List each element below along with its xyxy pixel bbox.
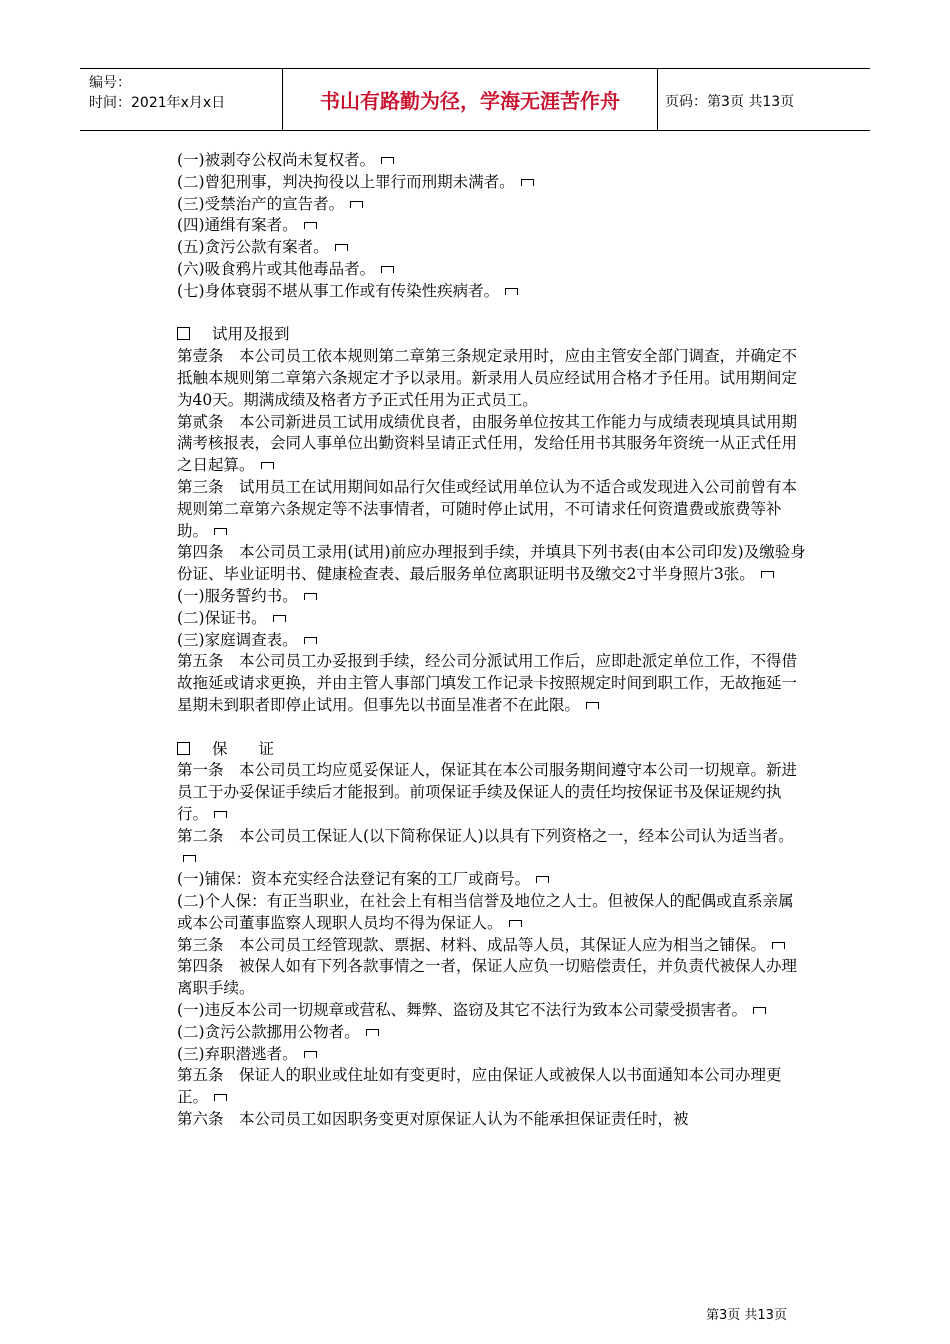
document-date: 时间：2021年x月x日 xyxy=(89,95,226,111)
document-body xyxy=(177,150,807,1131)
page-header xyxy=(80,68,870,131)
list-item: (四)通缉有案者。 xyxy=(177,215,807,237)
list-item: (一)服务誓约书。 xyxy=(177,586,807,608)
paragraph-mark-icon xyxy=(366,1029,379,1036)
paragraph-mark-icon xyxy=(261,462,274,469)
paragraph: 第四条 本公司员工录用(试用)前应办理报到手续，并填具下列书表(由本公司印发)及缴验身份证、毕业证明书、健康检查表、最后服务单位离职证明书及缴交2寸半身照片3张。 xyxy=(177,543,806,584)
list-item: (二)曾犯刑事，判决拘役以上罪行而刑期未满者。 xyxy=(177,172,807,194)
page-footer: 第3页 共13页 xyxy=(706,1308,787,1323)
paragraph-mark-icon xyxy=(509,920,522,927)
paragraph-mark-icon xyxy=(381,266,394,273)
paragraph: 第三条 本公司员工经管现款、票据、材料、成品等人员，其保证人应为相当之铺保。 xyxy=(177,935,807,957)
section-heading: 保 证 xyxy=(177,739,807,761)
paragraph-mark-icon xyxy=(304,593,317,600)
paragraph-mark-icon xyxy=(273,615,286,622)
list-item: (六)吸食鸦片或其他毒品者。 xyxy=(177,259,807,281)
paragraph-mark-icon xyxy=(214,528,227,535)
paragraph-mark-icon xyxy=(521,179,534,186)
paragraph-mark-icon xyxy=(335,244,348,251)
paragraph-mark-icon xyxy=(536,876,549,883)
list-item: (一)铺保：资本充实经合法登记有案的工厂或商号。 xyxy=(177,869,807,891)
list-item: (三)受禁治产的宣告者。 xyxy=(177,194,807,216)
paragraph: 第五条 保证人的职业或住址如有变更时，应由保证人或被保人以书面通知本公司办理更正。 xyxy=(177,1066,782,1107)
list-item: (三)弃职潜逃者。 xyxy=(177,1044,807,1066)
paragraph-mark-icon xyxy=(586,702,599,709)
paragraph: 第一条 本公司员工均应觅妥保证人，保证其在本公司服务期间遵守本公司一切规章。新进员工于办妥保证手续后才能报到。前项保证手续及保证人的责任均按保证书及保证规约执行。 xyxy=(177,761,798,823)
list-item: (三)家庭调查表。 xyxy=(177,630,807,652)
list-item: (一)被剥夺公权尚未复权者。 xyxy=(177,150,807,172)
paragraph: 第壹条 本公司员工依本规则第二章第三条规定录用时，应由主管安全部门调查，并确定不抵触本规则第二章第六条规定才予以录用。新录用人员应经试用合格才予任用。试用期间定为40天。期满成绩及格者方予正式任用为正式员工。 xyxy=(177,347,798,409)
paragraph-mark-icon xyxy=(304,637,317,644)
list-item: (一)违反本公司一切规章或营私、舞弊、盗窃及其它不法行为致本公司蒙受损害者。 xyxy=(177,1000,807,1022)
paragraph: 第五条 本公司员工办妥报到手续，经公司分派试用工作后，应即赴派定单位工作，不得借故拖延或请求更换，并由主管人事部门填发工作记录卡按照规定时间到职工作，无故拖延一星期未到职者即停止试用。但事先以书面呈准者不在此限。 xyxy=(177,652,798,714)
paragraph: 第四条 被保人如有下列各款事情之一者，保证人应负一切赔偿责任，并负责代被保人办理离职手续。 xyxy=(177,957,798,998)
paragraph: 第三条 试用员工在试用期间如品行欠佳或经试用单位认为不适合或发现进入公司前曾有本规则第二章第六条规定等不法事情者，可随时停止试用，不可请求任何资遣费或旅费等补助。 xyxy=(177,477,798,540)
paragraph: 第二条 本公司员工保证人(以下简称保证人)以具有下列资格之一，经本公司认为适当者。 xyxy=(177,826,807,870)
paragraph-mark-icon xyxy=(304,222,317,229)
checkbox-square-icon xyxy=(177,742,190,755)
list-item: (二)个人保：有正当职业，在社会上有相当信誉及地位之人士。但被保人的配偶或直系亲属或本公司董事监察人现职人员均不得为保证人。 xyxy=(177,892,794,932)
document-number: 编号： xyxy=(89,75,131,91)
header-motto: 书山有路勤为径，学海无涯苦作舟 xyxy=(282,69,658,130)
paragraph: 第六条 本公司员工如因职务变更对原保证人认为不能承担保证责任时，被 xyxy=(177,1110,689,1129)
list-item: (五)贪污公款有案者。 xyxy=(177,237,807,259)
paragraph-mark-icon xyxy=(183,855,196,862)
header-meta xyxy=(89,73,225,113)
header-page-number: 页码：第3页 共13页 xyxy=(665,94,795,110)
list-item: (七)身体衰弱不堪从事工作或有传染性疾病者。 xyxy=(177,281,807,303)
paragraph: 第贰条 本公司新进员工试用成绩优良者，由服务单位按其工作能力与成绩表现填具试用期满考核报表，会同人事单位出勤资料呈请正式任用，发给任用书其服务年资统一从正式任用之日起算。 xyxy=(177,412,798,475)
paragraph-mark-icon xyxy=(753,1007,766,1014)
paragraph-mark-icon xyxy=(505,288,518,295)
paragraph-mark-icon xyxy=(214,811,227,818)
paragraph-mark-icon xyxy=(772,942,785,949)
paragraph-mark-icon xyxy=(381,157,394,164)
paragraph-mark-icon xyxy=(304,1051,317,1058)
list-item: (二)贪污公款挪用公物者。 xyxy=(177,1022,807,1044)
section-heading: 试用及报到 xyxy=(177,324,807,346)
paragraph-mark-icon xyxy=(350,201,363,208)
checkbox-square-icon xyxy=(177,327,190,340)
paragraph-mark-icon xyxy=(214,1094,227,1101)
paragraph-mark-icon xyxy=(761,571,774,578)
list-item: (二)保证书。 xyxy=(177,608,807,630)
